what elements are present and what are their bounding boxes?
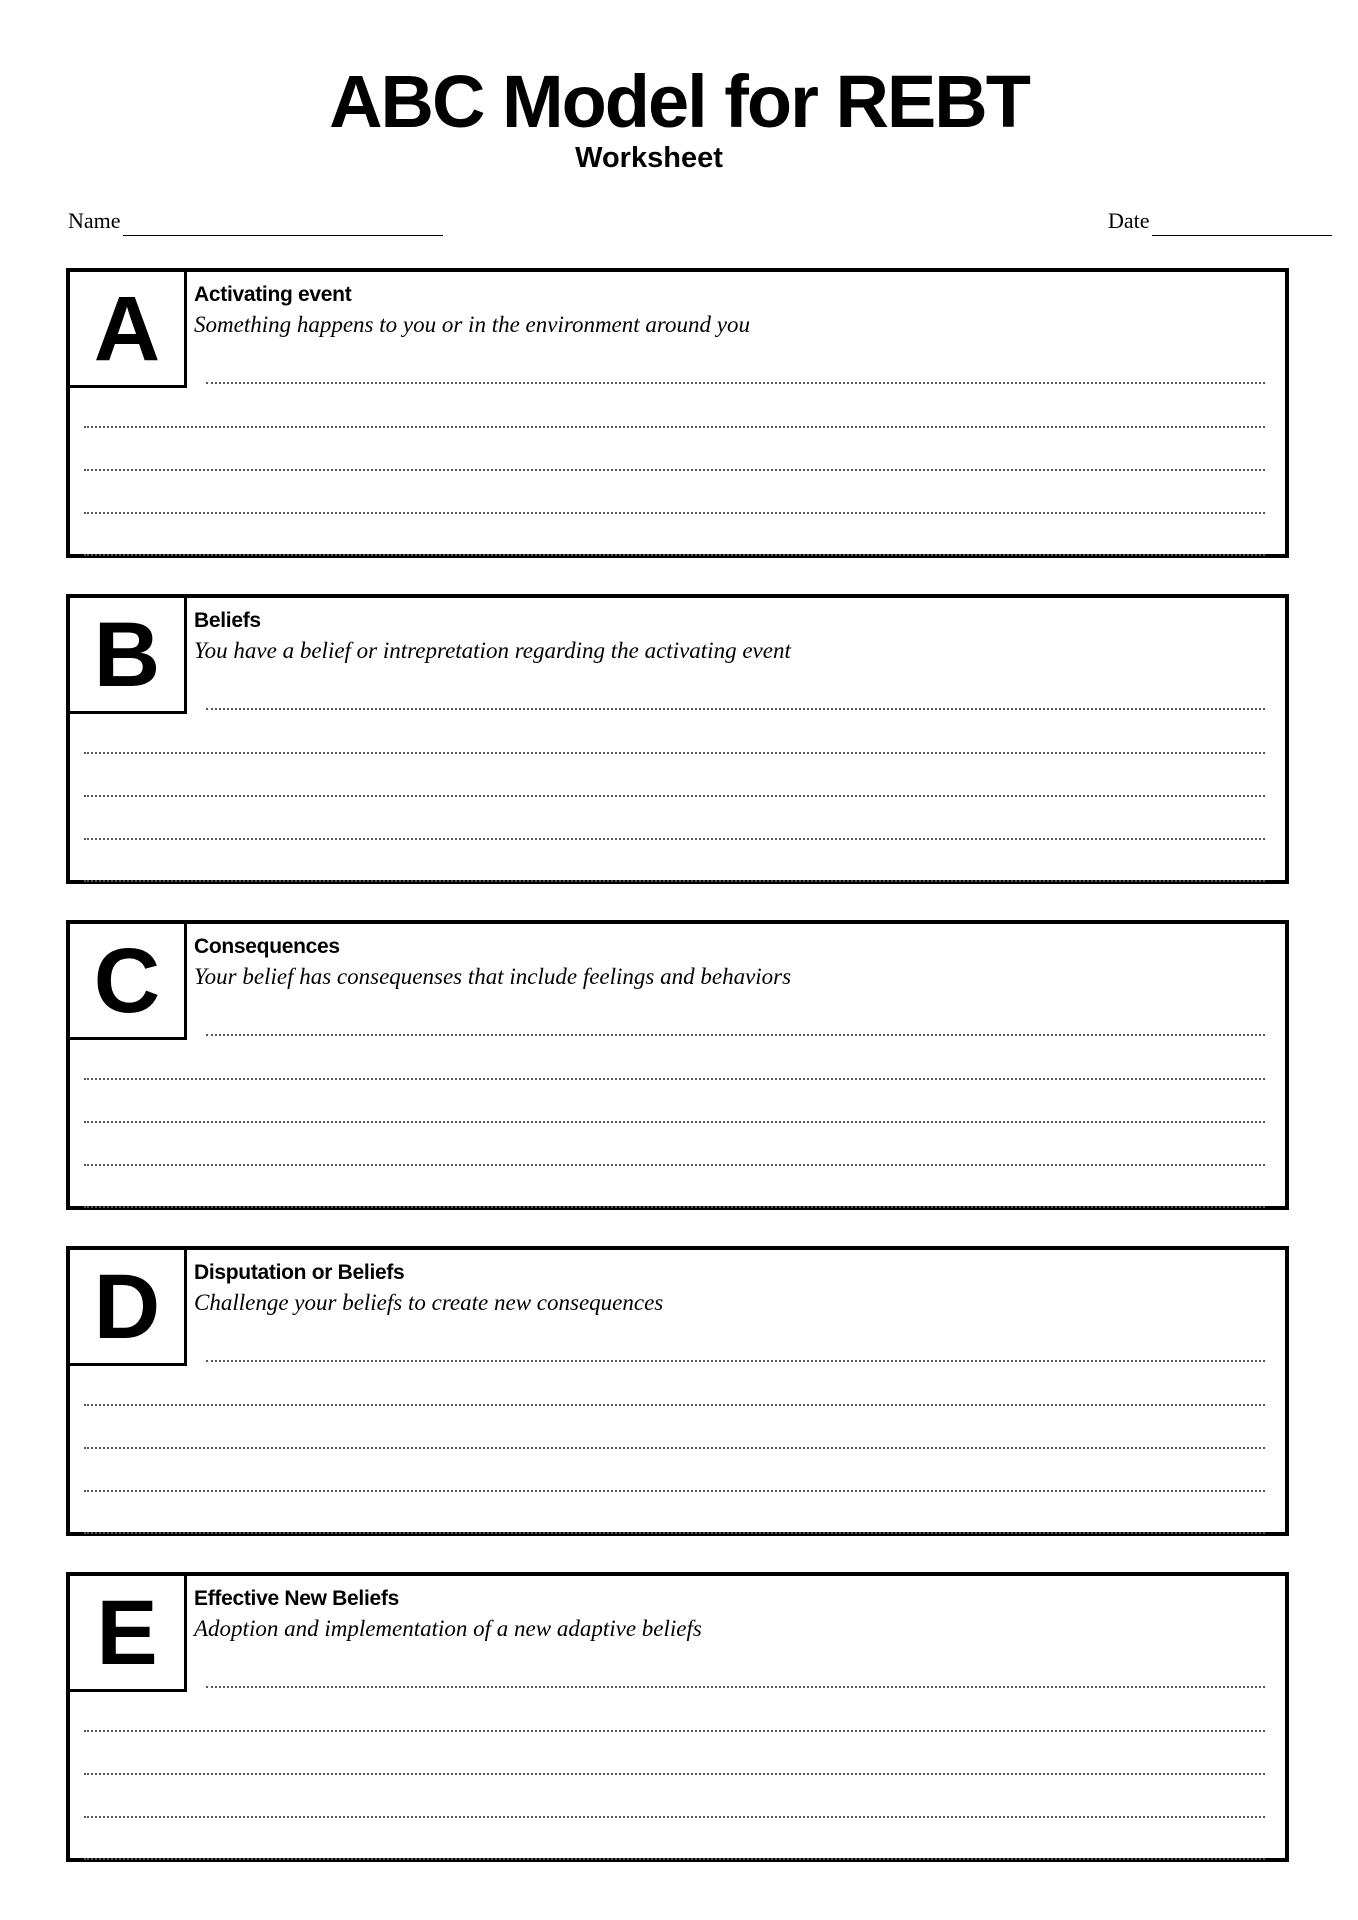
writing-line[interactable]	[84, 752, 1265, 754]
section-b	[66, 594, 1289, 884]
section-title: Activating event	[194, 283, 352, 306]
writing-line[interactable]	[84, 1858, 1265, 1860]
section-description: You have a belief or intrepretation regarding the activating event	[194, 638, 791, 663]
writing-line[interactable]	[84, 512, 1265, 514]
writing-line[interactable]	[206, 1034, 1265, 1036]
section-title: Beliefs	[194, 609, 261, 632]
writing-line[interactable]	[84, 795, 1265, 797]
writing-line[interactable]	[206, 382, 1265, 384]
writing-line[interactable]	[84, 1121, 1265, 1123]
writing-line[interactable]	[84, 1164, 1265, 1166]
section-d	[66, 1246, 1289, 1536]
writing-line[interactable]	[84, 554, 1265, 556]
writing-line[interactable]	[84, 1078, 1265, 1080]
section-title: Disputation or Beliefs	[194, 1261, 405, 1284]
name-label: Name	[68, 208, 121, 233]
page-title: ABC Model for REBT	[329, 60, 1029, 143]
writing-line[interactable]	[84, 1773, 1265, 1775]
writing-line[interactable]	[84, 880, 1265, 882]
section-letter: A	[70, 272, 187, 388]
writing-line[interactable]	[84, 1447, 1265, 1449]
writing-line[interactable]	[84, 838, 1265, 840]
writing-line[interactable]	[84, 1206, 1265, 1208]
writing-line[interactable]	[84, 1730, 1265, 1732]
writing-line[interactable]	[206, 1686, 1265, 1688]
date-field[interactable]	[1108, 206, 1332, 236]
section-letter: E	[70, 1576, 187, 1692]
section-title: Effective New Beliefs	[194, 1587, 399, 1610]
writing-line[interactable]	[84, 1404, 1265, 1406]
section-description: Something happens to you or in the environment around you	[194, 312, 750, 337]
section-letter: D	[70, 1250, 187, 1366]
date-label: Date	[1108, 208, 1150, 233]
section-letter: C	[70, 924, 187, 1040]
writing-line[interactable]	[84, 469, 1265, 471]
section-description: Adoption and implementation of a new adaptive beliefs	[194, 1616, 702, 1641]
section-a	[66, 268, 1289, 558]
name-field[interactable]	[68, 206, 443, 236]
writing-line[interactable]	[84, 1816, 1265, 1818]
section-letter: B	[70, 598, 187, 714]
writing-line[interactable]	[84, 1532, 1265, 1534]
writing-line[interactable]	[84, 426, 1265, 428]
page-subtitle: Worksheet	[575, 142, 723, 174]
section-c	[66, 920, 1289, 1210]
writing-line[interactable]	[206, 1360, 1265, 1362]
writing-line[interactable]	[206, 708, 1265, 710]
date-line[interactable]	[1152, 215, 1332, 236]
writing-line[interactable]	[84, 1490, 1265, 1492]
section-e	[66, 1572, 1289, 1862]
section-description: Your belief has consequenses that include feelings and behaviors	[194, 964, 792, 989]
name-line[interactable]	[123, 215, 443, 236]
section-description: Challenge your beliefs to create new consequences	[194, 1290, 664, 1315]
section-title: Consequences	[194, 935, 340, 958]
